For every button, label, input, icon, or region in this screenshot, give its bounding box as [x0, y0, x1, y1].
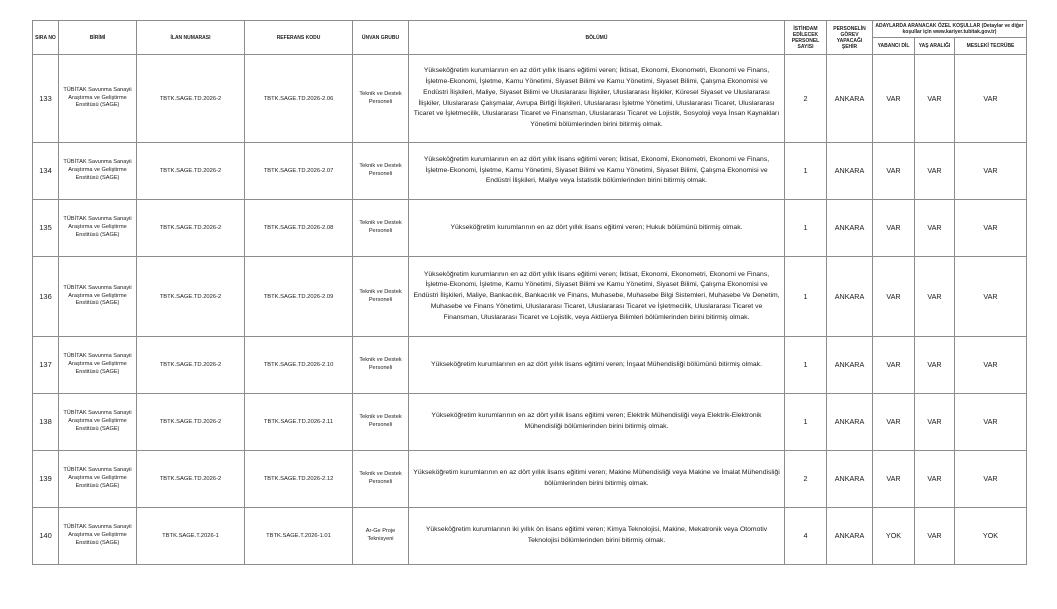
cell-ilan: TBTK.SAGE.TD.2026-2: [137, 143, 245, 200]
cell-birimi: TÜBİTAK Savunma Sanayii Araştırma ve Geliştirme Enstitüsü (SAGE): [59, 257, 137, 337]
cell-yas-araligi: VAR: [915, 55, 955, 143]
cell-ilan: TBTK.SAGE.TD.2026-2: [137, 337, 245, 394]
cell-sehir: ANKARA: [827, 337, 873, 394]
cell-sira: 135: [33, 200, 59, 257]
table-row: [33, 200, 1027, 257]
cell-yabanci-dil: VAR: [873, 337, 915, 394]
cell-unvan: Ar-Ge Proje Teknisyeni: [353, 508, 409, 565]
cell-sira: 136: [33, 257, 59, 337]
cell-yabanci-dil: VAR: [873, 143, 915, 200]
cell-referans: TBTK.SAGE.TD.2026-2.06: [245, 55, 353, 143]
cell-bolum: Yükseköğretim kurumlarının en az dört yıllık lisans eğitimi veren; İktisat, Ekonomi, Ekonometri, Ekonomi ve Finans, İşletme-Ekonomi, İşletme, Kamu Yönetimi, Siyaset Bilimi ve Kamu Yönetimi, Siyaset Bilimi, Çalışma Ekonomisi ve Endüstri İlişkileri, Maliye veya İstatistik bölümlerinden birini bitirmiş olmak.: [409, 143, 785, 200]
job-listing-table: [32, 20, 1027, 565]
cell-bolum: Yükseköğretim kurumlarının iki yıllık ön lisans eğitimi veren; Kimya Teknolojisi, Makine, Mekatronik veya Otomotiv Teknolojisi bölümlerinden birini bitirmiş olmak.: [409, 508, 785, 565]
cell-unvan: Teknik ve Destek Personeli: [353, 200, 409, 257]
table-row: [33, 337, 1027, 394]
header-ozel-kosullar: ADAYLARDA ARANACAK ÖZEL KOŞULLAR (Detaylar ve diğer koşullar için www.kariyer.tubitak.gov.tr): [873, 21, 1027, 38]
cell-mesleki-tecrube: VAR: [955, 394, 1027, 451]
cell-birimi: TÜBİTAK Savunma Sanayii Araştırma ve Geliştirme Enstitüsü (SAGE): [59, 394, 137, 451]
cell-birimi: TÜBİTAK Savunma Sanayii Araştırma ve Geliştirme Enstitüsü (SAGE): [59, 508, 137, 565]
cell-birimi: TÜBİTAK Savunma Sanayii Araştırma ve Geliştirme Enstitüsü (SAGE): [59, 200, 137, 257]
header-bolumu: BÖLÜMÜ: [409, 21, 785, 55]
cell-ilan: TBTK.SAGE.T.2026-1: [137, 508, 245, 565]
header-istihdam: İSTİHDAM EDİLECEK PERSONEL SAYISI: [785, 21, 827, 55]
header-row-1: [33, 21, 1027, 38]
table-row: [33, 508, 1027, 565]
header-mesleki-tecrube: MESLEKİ TECRÜBE: [955, 38, 1027, 55]
cell-sehir: ANKARA: [827, 200, 873, 257]
table-row: [33, 257, 1027, 337]
cell-birimi: TÜBİTAK Savunma Sanayii Araştırma ve Geliştirme Enstitüsü (SAGE): [59, 143, 137, 200]
cell-bolum: Yükseköğretim kurumlarının en az dört yıllık lisans eğitimi veren; İktisat, Ekonomi, Ekonometri, Ekonomi ve Finans, İşletme-Ekonomi, İşletme, Kamu Yönetimi, Siyaset Bilimi ve Kamu Yönetimi, Siyaset Bilimi, Çalışma Ekonomisi ve Endüstri İlişkileri, Maliye, Bankacılık, Bankacılık ve Finans, Muhasebe, Muhasebe Bilgi Sistemleri, Muhasebe Ve Denetim, Muhasebe ve Finans Yönetimi, Uluslararası Ticaret, Uluslararası Ticaret ve İşletmecilik, Uluslararası Ticaret ve Finansman, Uluslararası Ticaret ve Lojistik, veya Aktüerya Bilimleri bölümlerinden birini bitirmiş olmak.: [409, 257, 785, 337]
table-row: [33, 143, 1027, 200]
cell-bolum: Yükseköğretim kurumlarının en az dört yıllık lisans eğitimi veren; Elektrik Mühendisliği veya Elektrik-Elektronik Mühendisliği bölümlerinden birini bitirmiş olmak.: [409, 394, 785, 451]
cell-birimi: TÜBİTAK Savunma Sanayii Araştırma ve Geliştirme Enstitüsü (SAGE): [59, 337, 137, 394]
cell-unvan: Teknik ve Destek Personeli: [353, 257, 409, 337]
cell-ilan: TBTK.SAGE.TD.2026-2: [137, 257, 245, 337]
cell-sehir: ANKARA: [827, 451, 873, 508]
cell-sayi: 4: [785, 508, 827, 565]
cell-ilan: TBTK.SAGE.TD.2026-2: [137, 200, 245, 257]
cell-mesleki-tecrube: YOK: [955, 508, 1027, 565]
cell-sayi: 1: [785, 337, 827, 394]
header-birimi: BİRİMİ: [59, 21, 137, 55]
cell-yabanci-dil: VAR: [873, 200, 915, 257]
cell-yas-araligi: VAR: [915, 143, 955, 200]
cell-sayi: 1: [785, 394, 827, 451]
cell-sira: 137: [33, 337, 59, 394]
cell-yas-araligi: VAR: [915, 394, 955, 451]
cell-sira: 139: [33, 451, 59, 508]
header-referans-kodu: REFERANS KODU: [245, 21, 353, 55]
cell-sehir: ANKARA: [827, 143, 873, 200]
cell-sehir: ANKARA: [827, 508, 873, 565]
header-sira-no: SIRA NO: [33, 21, 59, 55]
cell-sira: 133: [33, 55, 59, 143]
header-yas-araligi: YAŞ ARALIĞI: [915, 38, 955, 55]
cell-sayi: 1: [785, 143, 827, 200]
cell-yabanci-dil: VAR: [873, 55, 915, 143]
cell-yabanci-dil: YOK: [873, 508, 915, 565]
cell-referans: TBTK.SAGE.TD.2026-2.12: [245, 451, 353, 508]
cell-mesleki-tecrube: VAR: [955, 200, 1027, 257]
cell-ilan: TBTK.SAGE.TD.2026-2: [137, 394, 245, 451]
cell-referans: TBTK.SAGE.TD.2026-2.10: [245, 337, 353, 394]
cell-sayi: 1: [785, 257, 827, 337]
cell-yabanci-dil: VAR: [873, 394, 915, 451]
cell-sira: 134: [33, 143, 59, 200]
cell-yas-araligi: VAR: [915, 451, 955, 508]
cell-bolum: Yükseköğretim kurumlarının en az dört yıllık lisans eğitimi veren; İktisat, Ekonomi, Ekonometri, Ekonomi ve Finans, İşletme-Ekonomi, İşletme, Kamu Yönetimi, Siyaset Bilimi ve Kamu Yönetimi, Siyaset Bilimi, Çalışma Ekonomisi ve Endüstri İlişkileri, Maliye, Siyaset Bilimi ve Uluslararası İlişkiler, Uluslararası İlişkiler, Küresel Siyaset ve Uluslararası İlişkiler, Uluslararası Çalışmalar, Avrupa Birliği İlişkileri, Uluslararası İşletme Yönetimi, Uluslararası Ticaret, Uluslararası Ticaret ve İşletmecilik, Uluslararası Ticaret ve Finansman, Uluslararası Ticaret ve Lojistik, Sosyoloji veya İnsan Kaynakları Yönetimi bölümlerinden birini bitirmiş olmak.: [409, 55, 785, 143]
cell-referans: TBTK.SAGE.TD.2026-2.08: [245, 200, 353, 257]
cell-bolum: Yükseköğretim kurumlarının en az dört yıllık lisans eğitimi veren; Hukuk bölümünü bitirmiş olmak.: [409, 200, 785, 257]
cell-sira: 138: [33, 394, 59, 451]
cell-referans: TBTK.SAGE.T.2026-1.01: [245, 508, 353, 565]
cell-unvan: Teknik ve Destek Personeli: [353, 451, 409, 508]
cell-bolum: Yükseköğretim kurumlarının en az dört yıllık lisans eğitimi veren; İnşaat Mühendisliği bölümünü bitirmiş olmak.: [409, 337, 785, 394]
cell-birimi: TÜBİTAK Savunma Sanayii Araştırma ve Geliştirme Enstitüsü (SAGE): [59, 55, 137, 143]
cell-sayi: 2: [785, 55, 827, 143]
cell-unvan: Teknik ve Destek Personeli: [353, 337, 409, 394]
cell-sehir: ANKARA: [827, 257, 873, 337]
cell-sayi: 1: [785, 200, 827, 257]
cell-referans: TBTK.SAGE.TD.2026-2.09: [245, 257, 353, 337]
header-yabanci-dil: YABANCI DİL: [873, 38, 915, 55]
cell-mesleki-tecrube: VAR: [955, 55, 1027, 143]
cell-unvan: Teknik ve Destek Personeli: [353, 394, 409, 451]
cell-birimi: TÜBİTAK Savunma Sanayii Araştırma ve Geliştirme Enstitüsü (SAGE): [59, 451, 137, 508]
cell-referans: TBTK.SAGE.TD.2026-2.11: [245, 394, 353, 451]
cell-sehir: ANKARA: [827, 394, 873, 451]
cell-yabanci-dil: VAR: [873, 257, 915, 337]
cell-yas-araligi: VAR: [915, 508, 955, 565]
cell-ilan: TBTK.SAGE.TD.2026-2: [137, 451, 245, 508]
cell-mesleki-tecrube: VAR: [955, 257, 1027, 337]
cell-unvan: Teknik ve Destek Personeli: [353, 55, 409, 143]
cell-sehir: ANKARA: [827, 55, 873, 143]
cell-mesleki-tecrube: VAR: [955, 143, 1027, 200]
cell-referans: TBTK.SAGE.TD.2026-2.07: [245, 143, 353, 200]
cell-ilan: TBTK.SAGE.TD.2026-2: [137, 55, 245, 143]
header-unvan-grubu: ÜNVAN GRUBU: [353, 21, 409, 55]
table-row: [33, 451, 1027, 508]
table-row: [33, 55, 1027, 143]
cell-sira: 140: [33, 508, 59, 565]
cell-bolum: Yükseköğretim kurumlarının en az dört yıllık lisans eğitimi veren; Makine Mühendisliği veya Makine ve İmalat Mühendisliği bölümlerinden birini bitirmiş olmak.: [409, 451, 785, 508]
header-ilan-numarasi: İLAN NUMARASI: [137, 21, 245, 55]
job-listing-sheet: [32, 20, 1026, 565]
cell-mesleki-tecrube: VAR: [955, 451, 1027, 508]
cell-yas-araligi: VAR: [915, 337, 955, 394]
header-sehir: PERSONELİN GÖREV YAPACAĞI ŞEHİR: [827, 21, 873, 55]
cell-yas-araligi: VAR: [915, 200, 955, 257]
cell-unvan: Teknik ve Destek Personeli: [353, 143, 409, 200]
cell-mesleki-tecrube: VAR: [955, 337, 1027, 394]
cell-sayi: 2: [785, 451, 827, 508]
cell-yabanci-dil: VAR: [873, 451, 915, 508]
cell-yas-araligi: VAR: [915, 257, 955, 337]
table-row: [33, 394, 1027, 451]
